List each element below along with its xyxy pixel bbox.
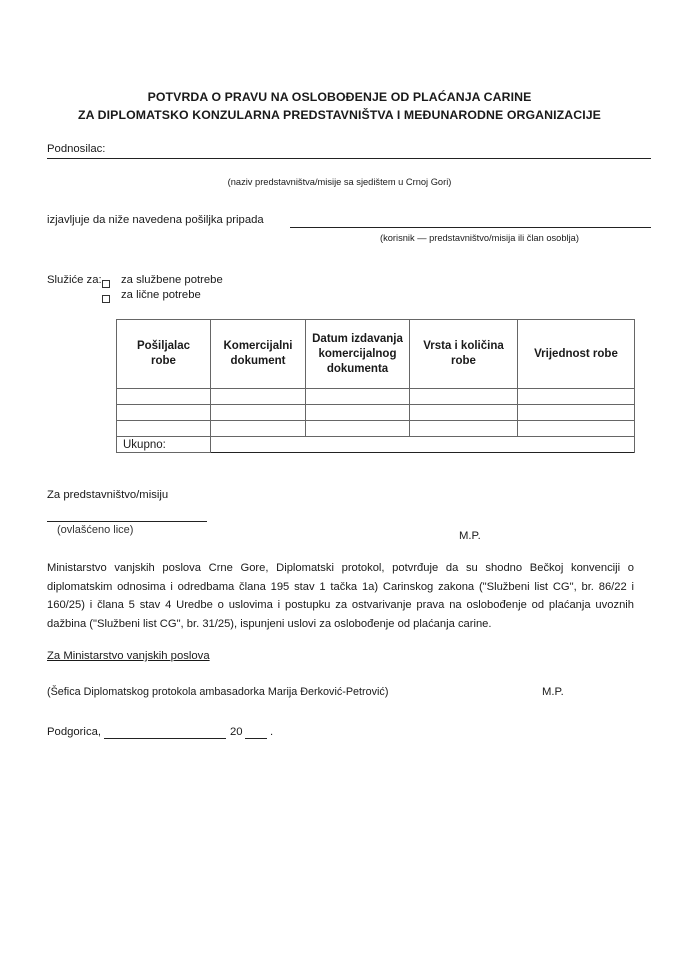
table-cell[interactable]: [117, 405, 211, 421]
document-title-line-2: ZA DIPLOMATSKO KONZULARNA PREDSTAVNIŠTVA I MEĐUNARODNE ORGANIZACIJE: [78, 108, 601, 122]
authorized-person-hint: (ovlašćeno lice): [57, 524, 134, 536]
ministry-confirmation-text: Ministarstvo vanjskih poslova Crne Gore, Diplomatski protokol, potvrđuje da su shodno Bečkoj konvenciji o diplomatskim odnosima i odredbama člana 195 stav 1 tačka 1a) Carinskog zakona ("Službeni list CG", br. 86/22 i 160/25) i člana 5 stav 4 Uredbe o uslovima i postupku za ostvarivanje prava na oslobođenje od plaćanja uvoznih dažbina ("Službeni list CG", br. 31/25), ispunjeni uslovi za oslobođenje od plaćanja carine.: [47, 562, 634, 630]
table-row: [117, 389, 635, 405]
official-use-label: za službene potrebe: [121, 274, 223, 286]
header-goods-type-quantity: Vrsta i količina robe: [410, 320, 518, 389]
date-field-line[interactable]: [104, 738, 226, 739]
table-cell[interactable]: [410, 389, 518, 405]
protocol-chief-name: (Šefica Diplomatskog protokola ambasadorka Marija Đerković-Petrović): [47, 686, 389, 698]
total-label: Ukupno:: [117, 437, 211, 453]
place-label: Podgorica,: [47, 726, 102, 738]
table-cell[interactable]: [518, 421, 635, 437]
beneficiary-field-line[interactable]: [290, 227, 651, 228]
total-value-cell[interactable]: [211, 437, 635, 453]
header-sender: Pošiljalac robe: [117, 320, 211, 389]
mission-signature-line[interactable]: [47, 521, 207, 522]
ministry-stamp-placeholder: M.P.: [542, 686, 564, 698]
beneficiary-hint: (korisnik — predstavništvo/misija ili član osoblja): [380, 233, 579, 243]
table-cell[interactable]: [518, 389, 635, 405]
table-row: [117, 405, 635, 421]
goods-table: [116, 319, 635, 453]
table-header-row: [117, 320, 635, 389]
table-cell[interactable]: [410, 405, 518, 421]
table-cell[interactable]: [306, 389, 410, 405]
table-cell[interactable]: [306, 405, 410, 421]
document-title-line-1: POTVRDA O PRAVU NA OSLOBOĐENJE OD PLAĆANJA CARINE: [147, 90, 532, 104]
personal-use-checkbox[interactable]: [102, 289, 110, 307]
table-row: [117, 421, 635, 437]
table-cell[interactable]: [410, 421, 518, 437]
applicant-hint: (naziv predstavništva/misije sa sjedištem u Crnoj Gori): [227, 177, 452, 187]
mission-sign-label: Za predstavništvo/misiju: [47, 489, 169, 501]
table-cell[interactable]: [306, 421, 410, 437]
table-cell[interactable]: [117, 389, 211, 405]
header-commercial-document: Komercijalni dokument: [211, 320, 306, 389]
table-total-row: [117, 437, 635, 453]
table-cell[interactable]: [211, 389, 306, 405]
applicant-field-line[interactable]: [47, 158, 651, 159]
header-document-date: Datum izdavanja komercijalnog dokumenta: [306, 320, 410, 389]
personal-use-label: za lične potrebe: [121, 289, 201, 301]
header-goods-value: Vrijednost robe: [518, 320, 635, 389]
date-end-period: .: [270, 726, 274, 738]
table-cell[interactable]: [211, 405, 306, 421]
mission-stamp-placeholder: M.P.: [459, 530, 481, 542]
purpose-label: Služiće za:: [47, 274, 102, 286]
year-field-line[interactable]: [245, 738, 267, 739]
year-prefix: 20: [230, 726, 243, 738]
ministry-sign-label: Za Ministarstvo vanjskih poslova: [47, 650, 210, 662]
table-cell[interactable]: [518, 405, 635, 421]
applicant-label: Podnosilac:: [47, 143, 106, 155]
declaration-text: izjavljuje da niže navedena pošiljka pripada: [47, 214, 264, 226]
table-cell[interactable]: [211, 421, 306, 437]
table-cell[interactable]: [117, 421, 211, 437]
